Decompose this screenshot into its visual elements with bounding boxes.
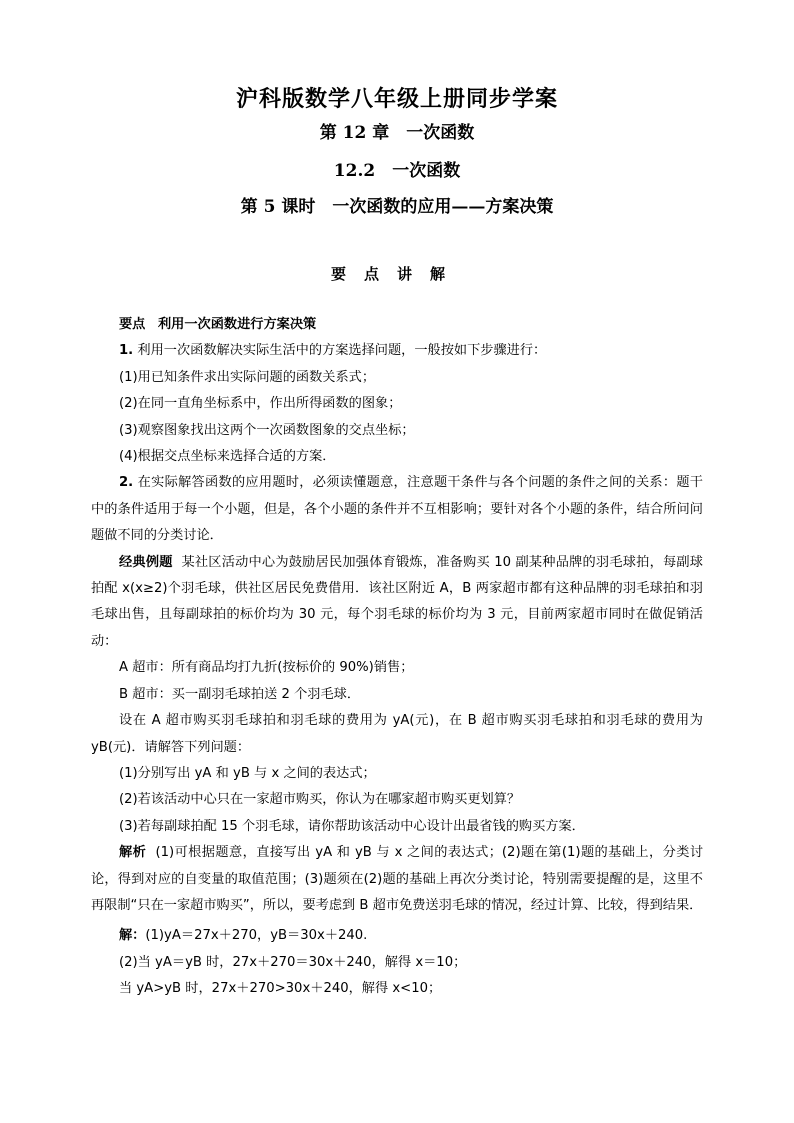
item-2-number: 2.	[119, 475, 134, 491]
key-point-line	[91, 312, 703, 338]
solution-line: 当 yA>yB 时，27x＋270>30x＋240，解得 x<10；	[119, 981, 442, 997]
example-question: (2)若该活动中心只在一家超市购买，你认为在哪家超市购买更划算？	[119, 792, 521, 808]
promo-a: A 超市：所有商品均打九折(按标价的 90%)销售；	[119, 660, 414, 676]
item-1-intro	[91, 338, 703, 364]
item-1-step: (3)观察图象找出这两个一次函数图象的交点坐标；	[119, 422, 415, 438]
item-1-step: (2)在同一直角坐标系中，作出所得函数的图象；	[119, 396, 402, 412]
example-question: (1)分别写出 yA 和 yB 与 x 之间的表达式；	[119, 765, 376, 781]
document-title: 沪科版数学八年级上册同步学案	[235, 86, 558, 112]
key-point-label: 要点	[119, 317, 146, 332]
solution-line	[91, 923, 703, 949]
key-point-title: 利用一次函数进行方案决策	[157, 317, 317, 332]
section-heading: 12.2 一次函数	[333, 161, 461, 181]
example-question: (3)若每副球拍配 15 个羽毛球，请你帮助该活动中心设计出最省钱的购买方案．	[119, 818, 585, 834]
example-setup: 设在 A 超市购买羽毛球拍和羽毛球的费用为 yA(元)，在 B 超市购买羽毛球拍和羽毛球的费用为 yB(元)．请解答下列问题：	[91, 713, 703, 755]
lesson-heading: 第 5 课时 一次函数的应用——方案决策	[240, 197, 554, 217]
solution-text: (1)yA＝27x＋270，yB＝30x＋240.	[145, 928, 368, 944]
item-1-step: (4)根据交点坐标来选择合适的方案．	[119, 449, 336, 465]
analysis-text: (1)可根据题意，直接写出 yA 和 yB 与 x 之间的表达式；(2)题在第(1)题的基础上，分类讨论，得到对应的自变量的取值范围；(3)题须在(2)题的基础上再次分类讨论，特别需要提醒的是，这里不再限制“只在一家超市购买”，所以，要考虑到 B 超市免费送羽毛球的情况，经过计算、比较，得到结果．	[91, 845, 704, 913]
example-text: 某社区活动中心为鼓励居民加强体育锻炼，准备购买 10 副某种品牌的羽毛球拍，每副球拍配 x(x≥2)个羽毛球，供社区居民免费借用．该社区附近 A，B 两家超市都有这种品牌的羽毛球拍和羽毛球出售，且每副球拍的标价均为 30 元，每个羽毛球的标价均为 3 元，目前两家超市同时在做促销活动：	[91, 554, 703, 649]
key-points-heading: 要点讲解	[330, 265, 463, 283]
item-1-step: (1)用已知条件求出实际问题的函数关系式；	[119, 369, 376, 385]
item-1-text: 利用一次函数解决实际生活中的方案选择问题，一般按如下步骤进行：	[137, 343, 547, 359]
document-body	[91, 312, 703, 1003]
item-2-paragraph	[91, 470, 703, 549]
item-1-number: 1.	[119, 343, 134, 359]
analysis-label: 解析	[119, 845, 147, 861]
promo-b: B 超市：买一副羽毛球拍送 2 个羽毛球．	[119, 686, 361, 702]
analysis-paragraph	[91, 840, 703, 919]
example-paragraph	[91, 550, 703, 656]
solution-line: (2)当 yA＝yB 时，27x＋270＝30x＋240，解得 x＝10；	[119, 954, 467, 970]
example-label: 经典例题	[119, 554, 173, 570]
item-2-text: 在实际解答函数的应用题时，必须读懂题意，注意题干条件与各个问题的条件之间的关系：题干中的条件适用于每一个小题，但是，各个小题的条件并不互相影响；要针对各个小题的条件，结合所问问题做不同的分类讨论．	[91, 475, 703, 544]
chapter-heading: 第 12 章 一次函数	[319, 123, 475, 143]
solution-label: 解：	[119, 928, 146, 944]
